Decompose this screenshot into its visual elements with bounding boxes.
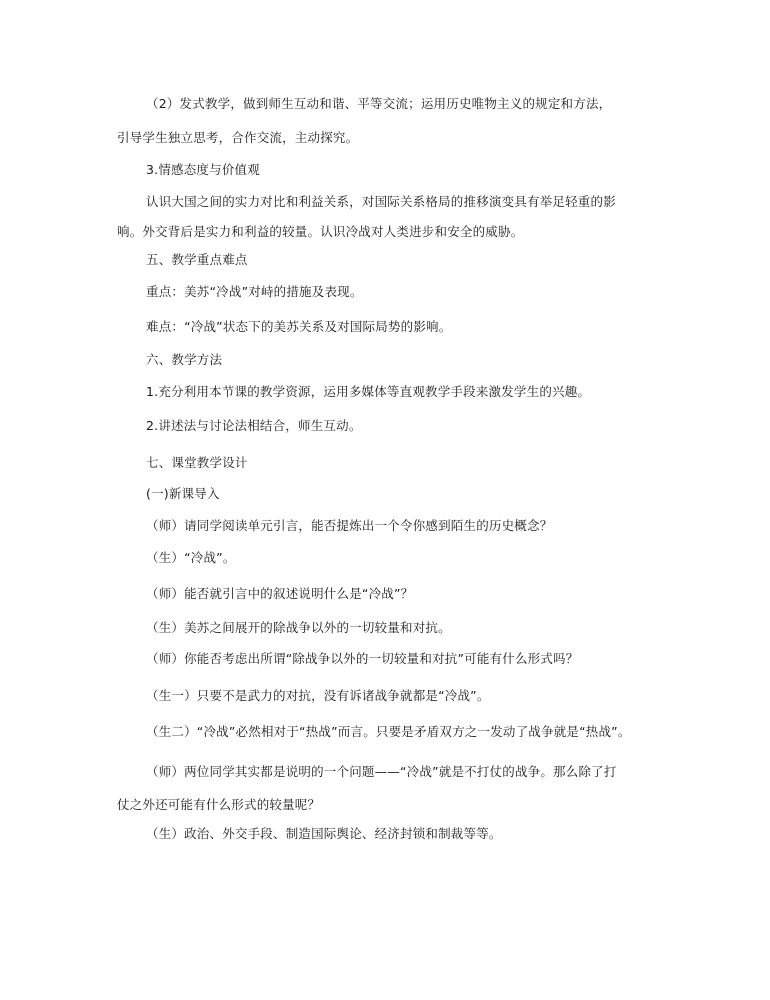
dialogue-line: （师）能否就引言中的叙述说明什么是“冷战”？ [146, 586, 414, 601]
dialogue-line: （生）“冷战”。 [146, 550, 236, 565]
dialogue-line: （生）美苏之间展开的除战争以外的一切较量和对抗。 [146, 620, 451, 635]
paragraph-line: 2.讲述法与讨论法相结合，师生互动。 [146, 418, 362, 433]
paragraph-line: 认识大国之间的实力对比和利益关系，对国际关系格局的推移演变具有举足轻重的影 [146, 194, 616, 209]
paragraph-line: （2）发式教学，做到师生互动和谐、平等交流；运用历史唯物主义的规定和方法， [146, 96, 612, 111]
paragraph-line: 难点：“冷战”状态下的美苏关系及对国际局势的影响。 [146, 319, 452, 334]
dialogue-line: 仗之外还可能有什么形式的较量呢？ [117, 797, 321, 812]
section-heading: 七、课堂教学设计 [146, 455, 248, 470]
paragraph-line: 1.充分利用本节课的教学资源，运用多媒体等直观教学手段来激发学生的兴趣。 [146, 384, 591, 399]
paragraph-line: 响。外交背后是实力和利益的较量。认识冷战对人类进步和安全的威胁。 [117, 224, 524, 239]
dialogue-line: （生二）“冷战”必然相对于“热战”而言。只要是矛盾双方之一发动了战争就是“热战”。 [146, 724, 631, 739]
section-heading: 五、教学重点难点 [146, 252, 248, 267]
paragraph-line: 重点：美苏“冷战”对峙的措施及表现。 [146, 284, 363, 299]
dialogue-line: （生一）只要不是武力的对抗，没有诉诸战争就都是“冷战”。 [146, 688, 490, 703]
dialogue-line: （师）请同学阅读单元引言，能否提炼出一个令你感到陌生的历史概念？ [146, 518, 553, 533]
section-heading: (一)新课导入 [146, 486, 220, 501]
section-heading: 六、教学方法 [146, 352, 223, 367]
paragraph-line: 引导学生独立思考，合作交流，主动探究。 [117, 130, 359, 145]
dialogue-line: （师）你能否考虑出所谓“除战争以外的一切较量和对抗”可能有什么形式吗？ [146, 651, 579, 666]
dialogue-line: （师）两位同学其实都是说明的一个问题——“冷战”就是不打仗的战争。那么除了打 [146, 764, 617, 779]
section-heading: 3.情感态度与价值观 [146, 162, 260, 177]
dialogue-line: （生）政治、外交手段、制造国际舆论、经济封锁和制裁等等。 [146, 826, 502, 841]
